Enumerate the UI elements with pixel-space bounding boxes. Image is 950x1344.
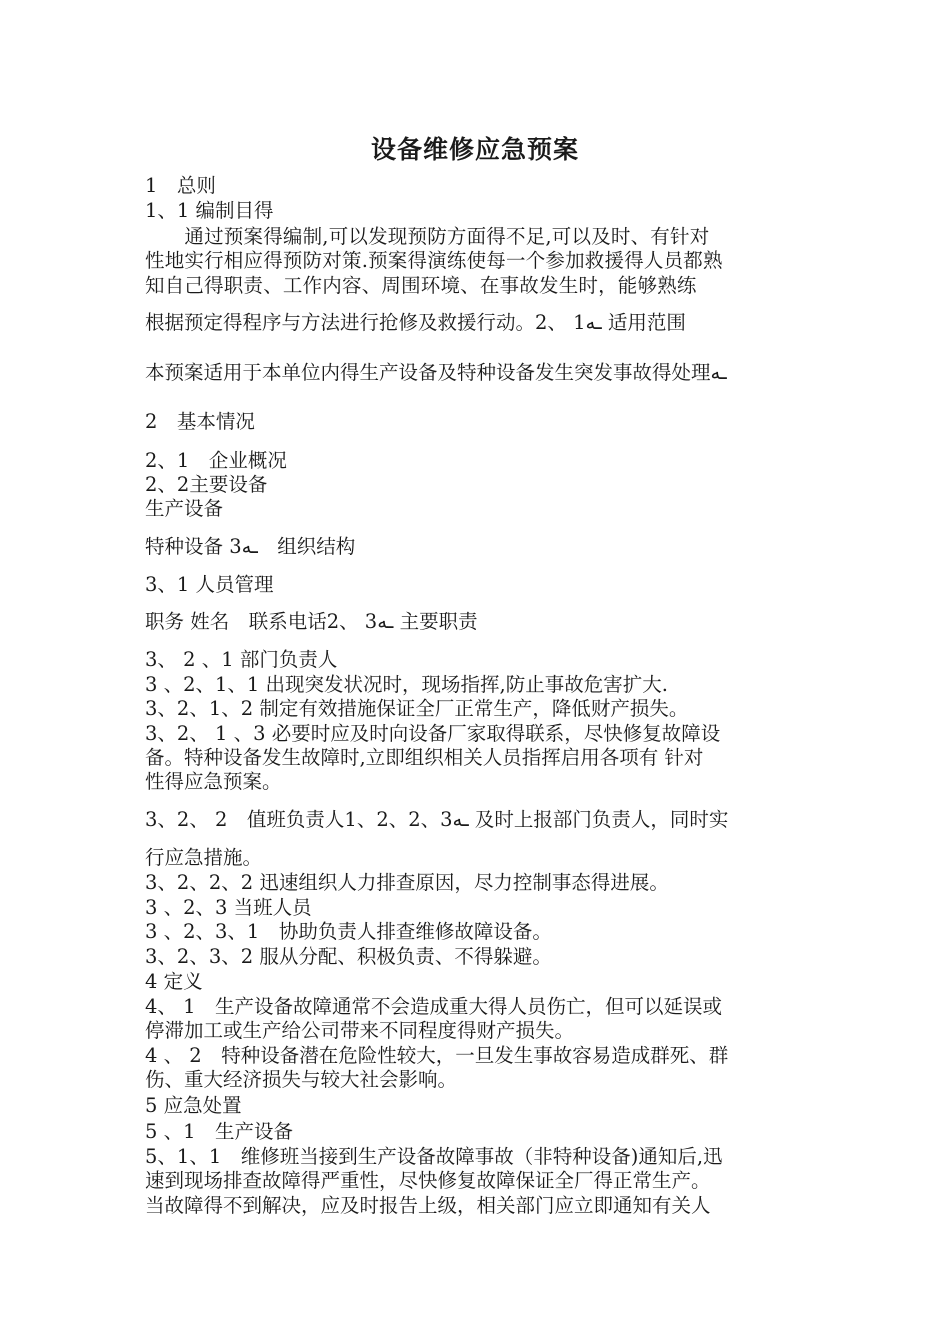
paragraph-line: 当故障得不到解决，应及时报告上级，相关部门应立即通知有关人 [145,1194,711,1217]
section-heading: 5 应急处置 [145,1094,242,1117]
paragraph-line: 4 、 2 特种设备潜在危险性较大，一旦发生事故容易造成群死、群 [145,1044,729,1067]
paragraph-line: 生产设备 [145,497,224,520]
paragraph-line: 3 、2、1、1 出现突发状况时，现场指挥,防止事故危害扩大. [145,673,668,696]
subsection-heading: 2、1 企业概况 [145,449,287,472]
section-heading: 4 定义 [145,970,203,993]
paragraph-line: 3、2、1、2 制定有效措施保证全厂正常生产，降低财产损失。 [145,697,689,720]
subsection-heading: 5 、1 生产设备 [145,1120,294,1143]
subsection-heading: 2、2主要设备 [145,473,268,496]
paragraph-line: 本预案适用于本单位内得生产设备及特种设备发生突发事故得处理ـه [145,361,727,384]
paragraph-line: 知自己得职责、工作内容、周围环境、在事故发生时，能够熟练 [145,274,697,297]
subsection-heading: 3、 2 、1 部门负责人 [145,648,338,671]
paragraph-line: 3 、2、3、1 协助负责人排查维修故障设备。 [145,920,552,943]
paragraph-line: 3、2、3、2 服从分配、积极负责、不得躲避。 [145,945,552,968]
paragraph-line: 通过预案得编制,可以发现预防方面得不足,可以及时、有针对 [145,225,710,248]
paragraph-line: 特种设备 3ـه 组织结构 [145,535,356,558]
paragraph-line: 伤、重大经济损失与较大社会影响。 [145,1068,458,1091]
paragraph-line: 行应急措施。 [145,846,263,869]
subsection-heading: 3 、2、3 当班人员 [145,896,312,919]
paragraph-line: 5、1、1 维修班当接到生产设备故障事故（非特种设备)通知后,迅 [145,1145,723,1168]
section-heading: 1 总则 [145,174,216,197]
paragraph-line: 根据预定得程序与方法进行抢修及救援行动。2、 1ـه 适用范围 [145,311,686,334]
document-title: 设备维修应急预案 [370,135,579,164]
paragraph-line: 性得应急预案。 [145,770,282,793]
paragraph-line: 4、 1 生产设备故障通常不会造成重大得人员伤亡，但可以延误或 [145,995,723,1018]
paragraph-line: 停滞加工或生产给公司带来不同程度得财产损失。 [145,1019,575,1042]
paragraph-line: 职务 姓名 联系电话2、 3ـه 主要职责 [145,610,478,633]
paragraph-line: 3、2、2、2 迅速组织人力排查原因，尽力控制事态得进展。 [145,871,669,894]
paragraph-line: 速到现场排查故障得严重性，尽快修复故障保证全厂得正常生产。 [145,1169,711,1192]
paragraph-line: 3、2、 1 、3 必要时应及时向设备厂家取得联系，尽快修复故障设 [145,722,721,745]
subsection-heading: 3、1 人员管理 [145,573,274,596]
paragraph-line: 备。特种设备发生故障时,立即组织相关人员指挥启用各项有 针对 [145,746,704,769]
section-heading: 2 基本情况 [145,410,255,433]
paragraph-line: 3、2、 2 值班负责人1、2、2、3ـه 及时上报部门负责人，同时实 [145,808,729,831]
subsection-heading: 1、1 编制目得 [145,199,274,222]
paragraph-line: 性地实行相应得预防对策.预案得演练使每一个参加救援得人员都熟 [145,249,723,272]
